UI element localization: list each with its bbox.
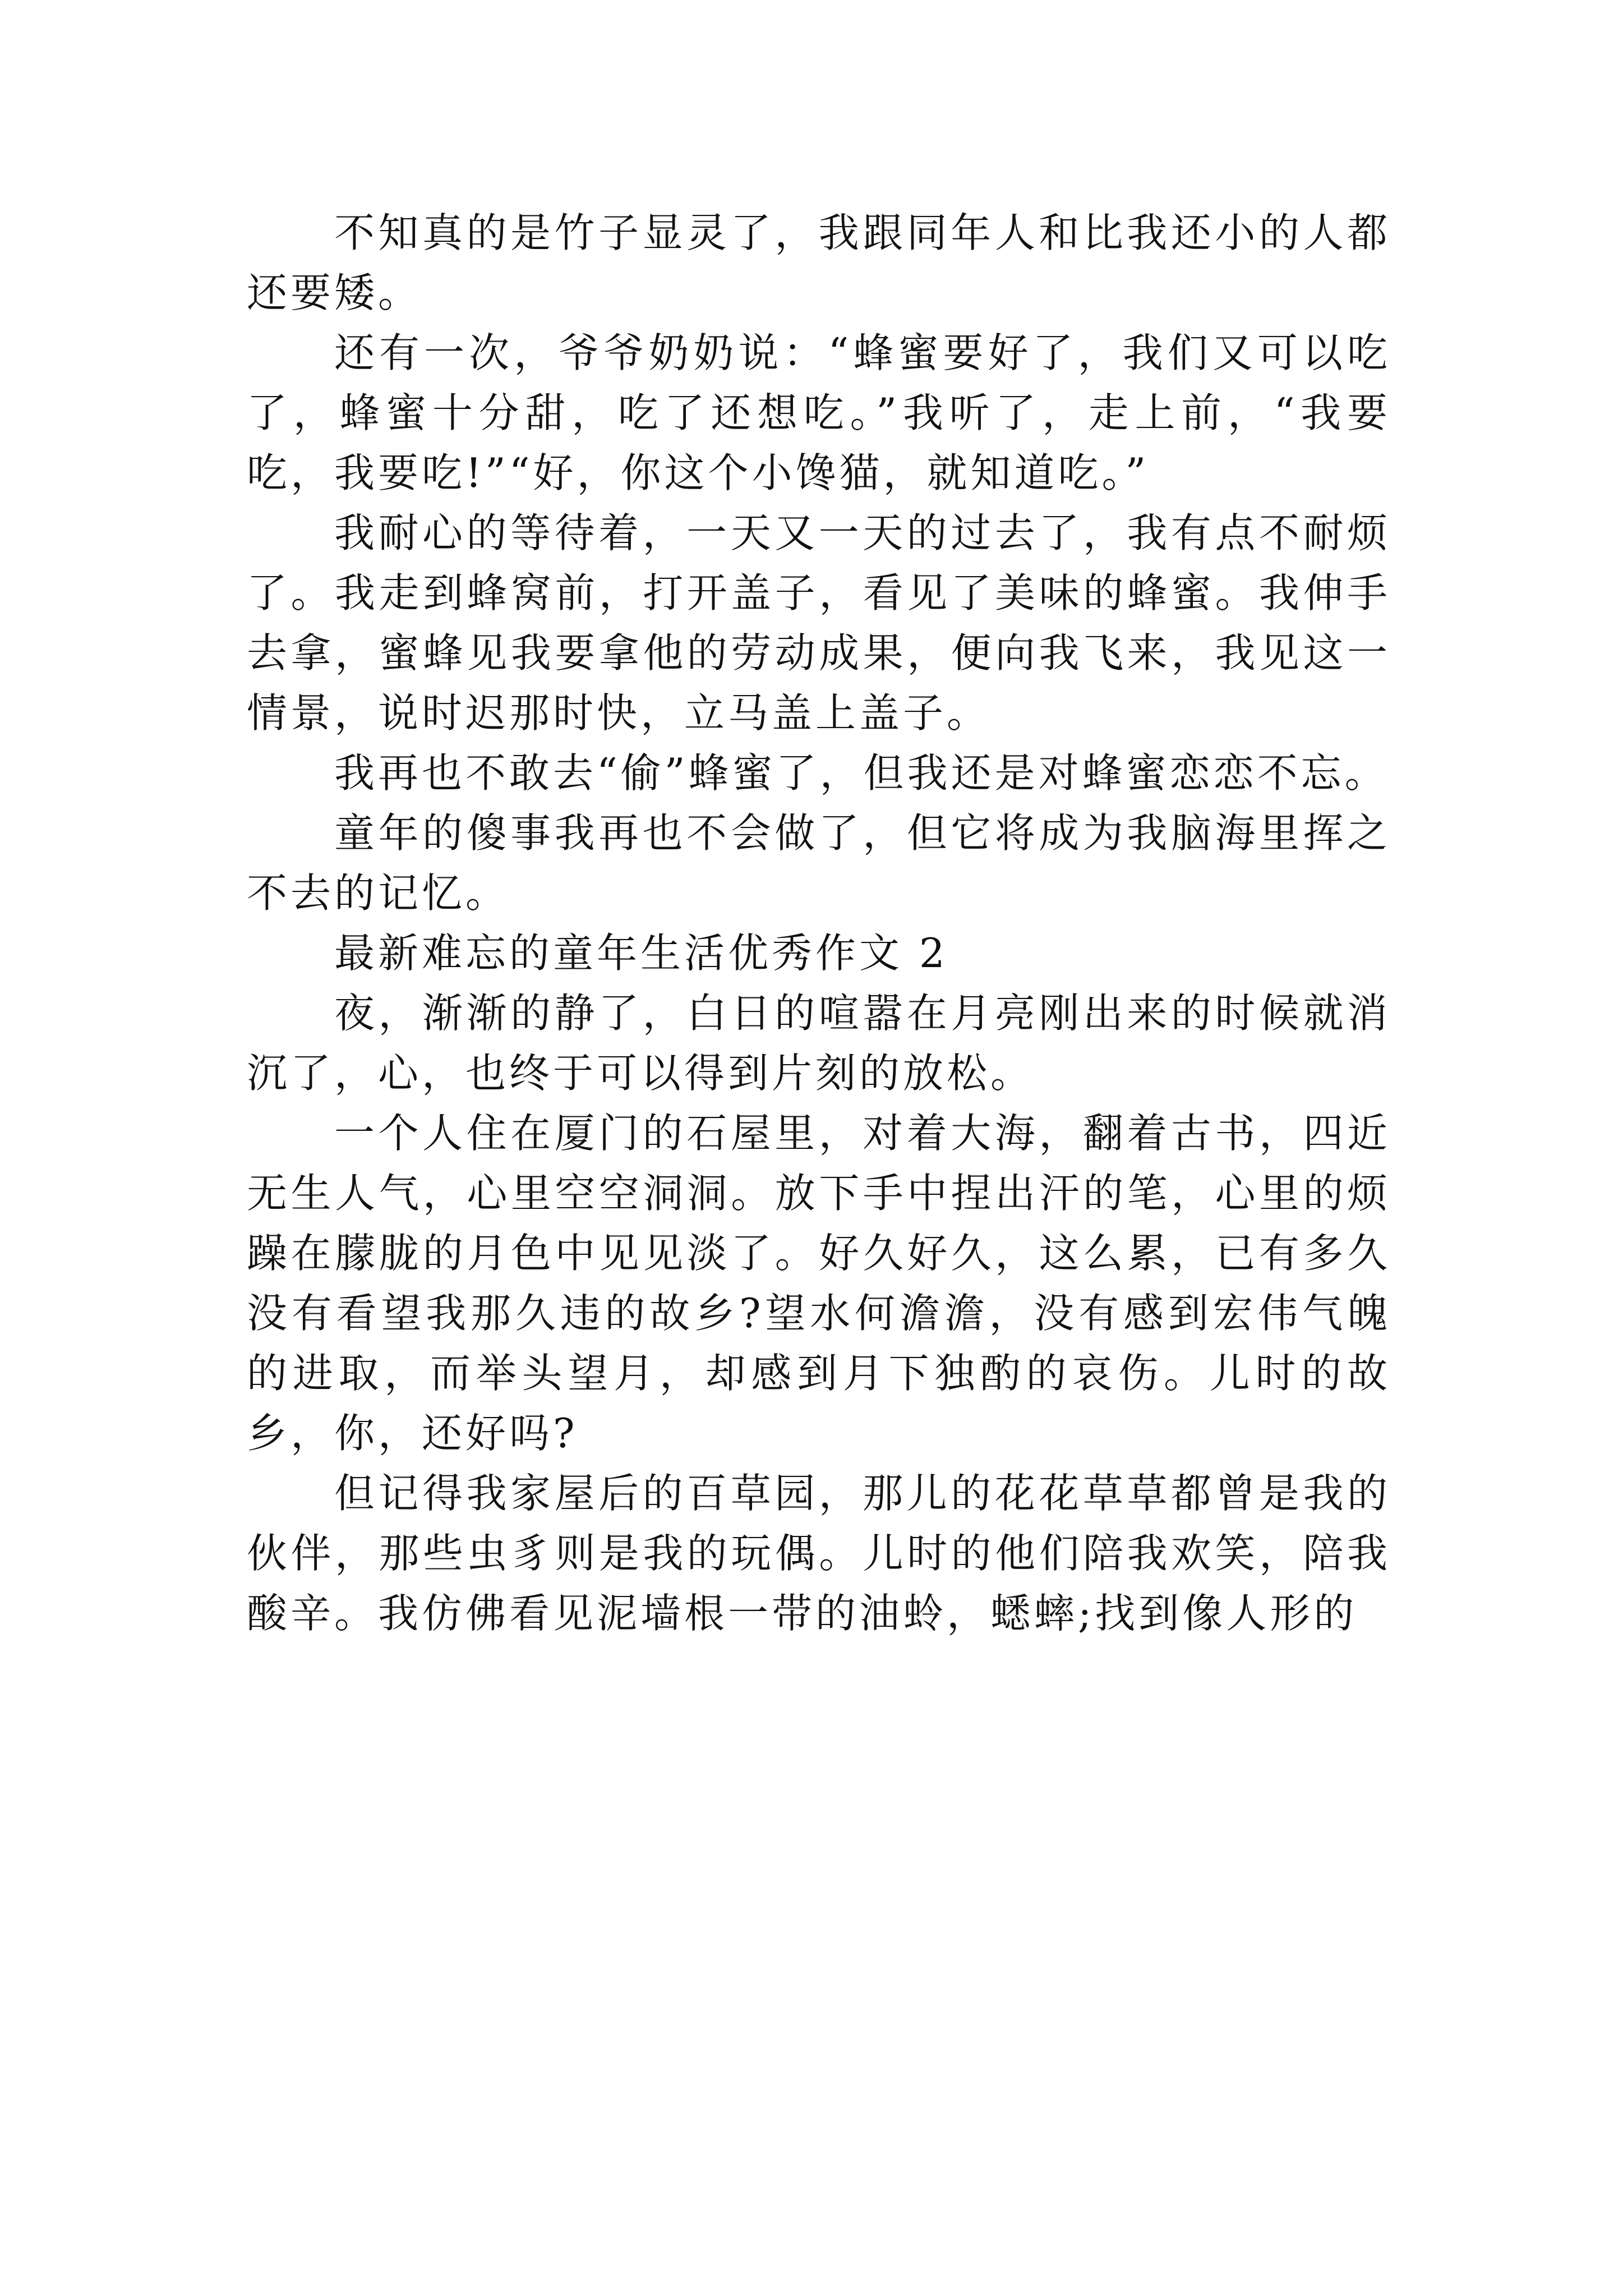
- paragraph: 一个人住在厦门的石屋里，对着大海，翻着古书，四近无生人气，心里空空洞洞。放下手中捏出汗的笔，心里的烦躁在朦胧的月色中见见淡了。好久好久，这么累，已有多久没有看望我那久违的故乡?望水何澹澹，没有感到宏伟气魄的进取，而举头望月，却感到月下独酌的哀伤。儿时的故乡，你，还好吗?: [247, 1110, 1391, 1457]
- paragraph: 但记得我家屋后的百草园，那儿的花花草草都曾是我的伙伴，那些虫豸则是我的玩偶。儿时的他们陪我欢笑，陪我酸辛。我仿佛看见泥墙根一带的油蛉，蟋蟀;找到像人形的: [247, 1470, 1391, 1637]
- paragraph: 还有一次，爷爷奶奶说：“蜂蜜要好了，我们又可以吃了，蜂蜜十分甜，吃了还想吃。”我听了，走上前，“我要吃，我要吃!”“好，你这个小馋猫，就知道吃。”: [247, 329, 1391, 496]
- document-body: [247, 203, 1391, 1644]
- section-heading: 最新难忘的童年生活优秀作文 2: [334, 930, 948, 977]
- paragraph: 夜，渐渐的静了，白日的喧嚣在月亮刚出来的时候就消沉了，心，也终于可以得到片刻的放松。: [247, 990, 1391, 1097]
- paragraph: 不知真的是竹子显灵了，我跟同年人和比我还小的人都还要矮。: [247, 209, 1391, 316]
- paragraph: 我再也不敢去“偷”蜂蜜了，但我还是对蜂蜜恋恋不忘。: [334, 749, 1389, 797]
- paragraph: 童年的傻事我再也不会做了，但它将成为我脑海里挥之不去的记忆。: [247, 809, 1391, 917]
- paragraph: 我耐心的等待着，一天又一天的过去了，我有点不耐烦了。我走到蜂窝前，打开盖子，看见了美味的蜂蜜。我伸手去拿，蜜蜂见我要拿他的劳动成果，便向我飞来，我见这一情景，说时迟那时快，立马盖上盖子。: [247, 509, 1391, 737]
